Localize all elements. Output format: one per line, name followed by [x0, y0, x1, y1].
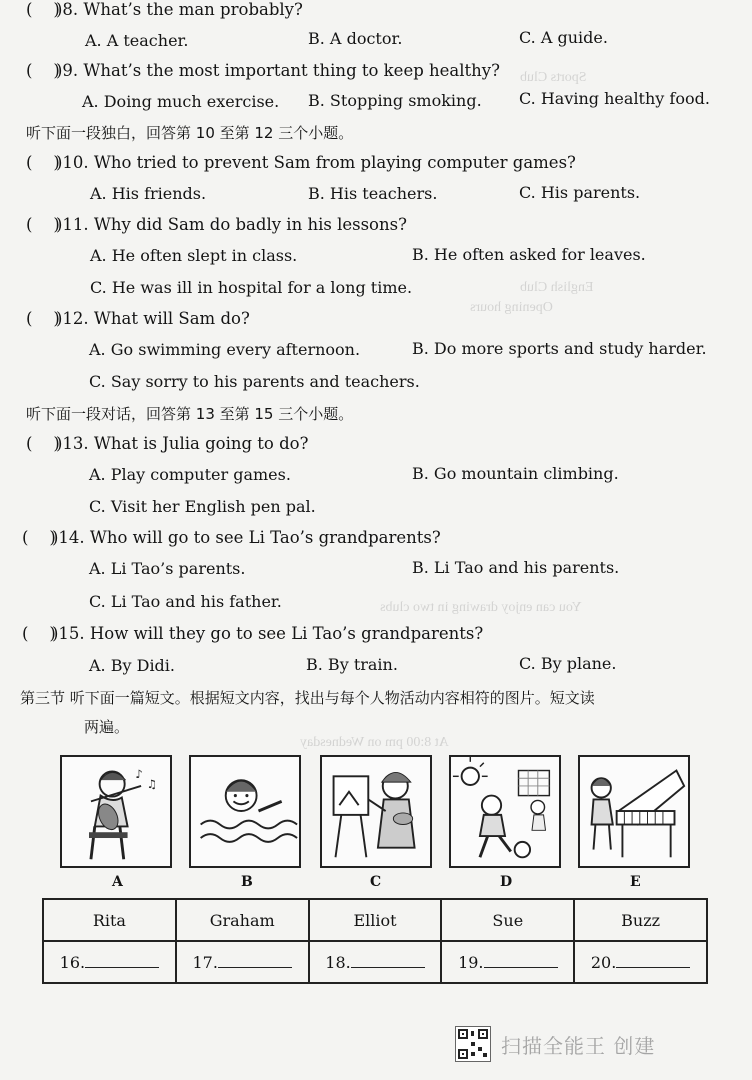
section-3-heading-cont: 两遍。: [84, 718, 130, 736]
table-header-cell: Graham: [176, 899, 309, 941]
option-a: A. Play computer games.: [89, 465, 291, 484]
answer-paren[interactable]: ( ): [22, 528, 56, 547]
option-c: C. Having healthy food.: [519, 89, 710, 108]
table-header-cell: Rita: [43, 899, 176, 941]
table-row: [43, 941, 707, 983]
bleed-through-text: Opening hours: [470, 300, 553, 315]
picture-e-piano: [578, 755, 690, 868]
option-a: A. A teacher.: [85, 31, 189, 50]
option-a: A. Go swimming every afternoon.: [89, 340, 361, 359]
qr-code-icon: [455, 1026, 491, 1062]
answer-paren[interactable]: ( ): [26, 434, 60, 453]
option-b: B. His teachers.: [308, 184, 438, 203]
picture-c-painting: [320, 755, 432, 868]
option-a: A. He often slept in class.: [90, 246, 298, 265]
option-c: C. Say sorry to his parents and teachers.: [89, 372, 420, 391]
option-b: B. Do more sports and study harder.: [412, 339, 707, 358]
answer-cell[interactable]: 19.: [441, 941, 574, 983]
option-a: A. By Didi.: [89, 656, 175, 675]
option-c: C. Visit her English pen pal.: [89, 497, 316, 516]
option-b: B. By train.: [306, 655, 398, 674]
option-b: B. He often asked for leaves.: [412, 245, 646, 264]
option-b: B. Go mountain climbing.: [412, 464, 619, 483]
football-player-icon: [451, 757, 559, 866]
answer-blank[interactable]: [351, 953, 425, 968]
painter-icon: [322, 757, 430, 866]
answer-paren[interactable]: ( ): [26, 0, 60, 19]
piano-player-icon: [580, 757, 688, 866]
answer-paren[interactable]: ( ): [26, 61, 60, 80]
section-instruction: 听下面一段对话，回答第 13 至第 15 三个小题。: [26, 405, 354, 423]
picture-label: E: [630, 874, 641, 890]
answer-blank[interactable]: [484, 953, 558, 968]
violin-player-icon: [62, 757, 170, 866]
answer-paren[interactable]: ( ): [26, 309, 60, 328]
svg-text:♪: ♪: [135, 767, 143, 782]
option-a: A. Li Tao’s parents.: [89, 559, 246, 578]
picture-a-violin: [60, 755, 172, 868]
scanner-watermark: [455, 1026, 655, 1062]
question-13: ( ))13. What is Julia going to do?: [26, 434, 309, 453]
swimmer-icon: [191, 757, 299, 866]
answer-paren[interactable]: ( ): [26, 153, 60, 172]
picture-b-swimming: [189, 755, 301, 868]
section-instruction: 听下面一段独白，回答第 10 至第 12 三个小题。: [26, 124, 354, 142]
option-b: B. A doctor.: [308, 29, 403, 48]
option-c: C. His parents.: [519, 183, 641, 202]
bleed-through-text: You can enjoy drawing in two clubs: [380, 600, 582, 615]
picture-label: C: [370, 874, 382, 890]
option-c: C. Li Tao and his father.: [89, 592, 282, 611]
bleed-through-text: Sports Club: [520, 70, 587, 85]
table-header-cell: Buzz: [574, 899, 707, 941]
picture-label: D: [500, 874, 513, 890]
section-3-heading: 第三节 听下面一篇短文。根据短文内容，找出与每个人物活动内容相符的图片。短文读: [20, 689, 595, 707]
answer-table: [42, 898, 708, 984]
bleed-through-text: English Club: [520, 280, 594, 295]
table-header-cell: Elliot: [309, 899, 442, 941]
table-header-row: [43, 899, 707, 941]
scanner-watermark-text: 扫描全能王 创建: [501, 1033, 656, 1058]
answer-cell[interactable]: 20.: [574, 941, 707, 983]
picture-label: A: [112, 874, 123, 890]
option-b: B. Li Tao and his parents.: [412, 558, 620, 577]
option-c: C. He was ill in hospital for a long time.: [90, 278, 413, 297]
answer-blank[interactable]: [85, 953, 159, 968]
bleed-through-text: At 8:00 pm on Wednesday: [300, 735, 449, 750]
option-c: C. By plane.: [519, 654, 617, 673]
answer-blank[interactable]: [616, 953, 690, 968]
option-c: C. A guide.: [519, 28, 608, 47]
answer-cell[interactable]: 16.: [43, 941, 176, 983]
question-9: ( ))9. What’s the most important thing to keep healthy?: [26, 61, 500, 80]
question-15: ( ))15. How will they go to see Li Tao’s grandparents?: [22, 624, 484, 643]
option-a: A. Doing much exercise.: [82, 92, 280, 111]
answer-paren[interactable]: ( ): [26, 215, 60, 234]
option-b: B. Stopping smoking.: [308, 91, 482, 110]
table-header-cell: Sue: [441, 899, 574, 941]
question-11: ( ))11. Why did Sam do badly in his lessons?: [26, 215, 407, 234]
picture-label: B: [241, 874, 253, 890]
question-12: ( ))12. What will Sam do?: [26, 309, 250, 328]
option-a: A. His friends.: [90, 184, 207, 203]
picture-d-football: [449, 755, 561, 868]
question-8: ( ))8. What’s the man probably?: [26, 0, 303, 19]
answer-cell[interactable]: 18.: [309, 941, 442, 983]
answer-blank[interactable]: [218, 953, 292, 968]
question-10: ( ))10. Who tried to prevent Sam from playing computer games?: [26, 153, 576, 172]
answer-cell[interactable]: 17.: [176, 941, 309, 983]
answer-paren[interactable]: ( ): [22, 624, 56, 643]
svg-text:♫: ♫: [146, 776, 158, 791]
question-14: ( ))14. Who will go to see Li Tao’s grandparents?: [22, 528, 441, 547]
